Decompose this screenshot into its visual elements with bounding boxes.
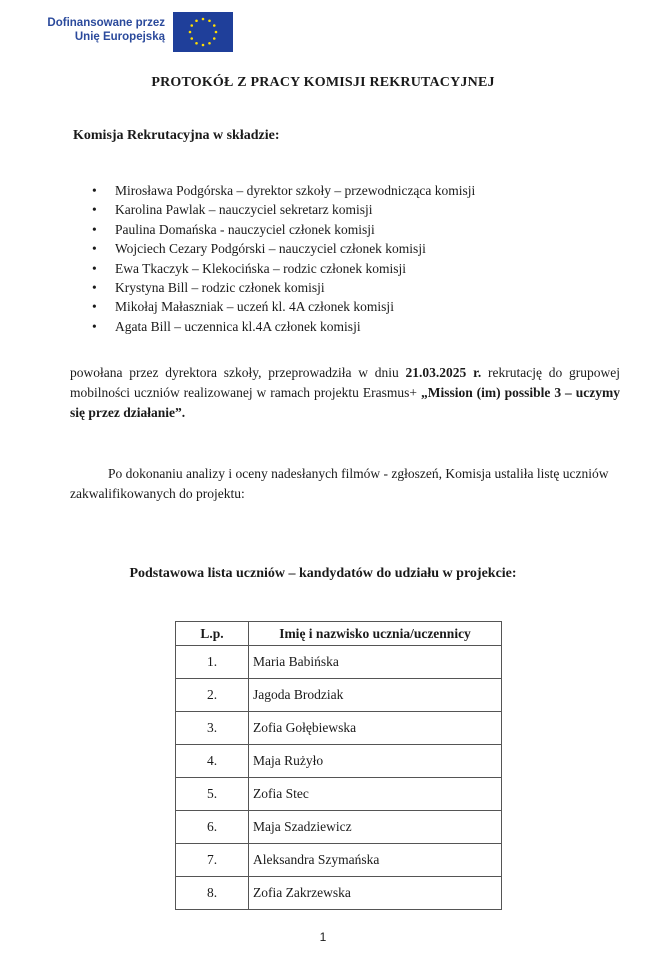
member-item: • Agata Bill – uczennica kl.4A członek komisji [92,317,475,336]
bullet-icon: • [92,241,97,257]
eu-flag-logo [173,12,233,52]
bullet-icon: • [92,221,97,237]
member-item: • Karolina Pawlak – nauczyciel sekretarz komisji [92,200,475,219]
eu-star-icon [189,31,192,34]
bullet-icon: • [92,279,97,295]
table-row: 3. Zofia Gołębiewska [176,712,502,745]
eu-star-icon [215,31,218,34]
bullet-icon: • [92,318,97,334]
eu-star-icon [202,44,205,47]
committee-members-list [92,181,475,336]
eu-star-icon [190,24,193,27]
bullet-icon: • [92,299,97,315]
member-item: • Mikołaj Małaszniak – uczeń kl. 4A członek komisji [92,297,475,316]
committee-heading: Komisja Rekrutacyjna w składzie: [73,128,280,143]
eu-stars-icon [173,12,233,52]
member-item: • Paulina Domańska - nauczyciel członek komisji [92,220,475,239]
table-header-row [176,622,502,646]
table-row: 4. Maja Rużyło [176,745,502,778]
member-item: • Krystyna Bill – rodzic członek komisji [92,278,475,297]
eu-star-icon [202,18,205,21]
eu-star-icon [213,37,216,40]
bullet-icon: • [92,260,97,276]
table-row: 2. Jagoda Brodziak [176,679,502,712]
table-row: 7. Aleksandra Szymańska [176,844,502,877]
page-number: 1 [319,930,327,944]
member-item: • Mirosława Podgórska – dyrektor szkoły – przewodnicząca komisji [92,181,475,200]
eu-star-icon [208,42,211,45]
bullet-icon: • [92,202,97,218]
member-item: • Wojciech Cezary Podgórski – nauczyciel członek komisji [92,239,475,258]
recruitment-date: 21.03.2025 r. [405,365,482,380]
column-header-lp: L.p. [176,622,249,646]
list-heading: Podstawowa lista uczniów – kandydatów do udziału w projekcie: [129,566,517,581]
page-title: PROTOKÓŁ Z PRACY KOMISJI REKRUTACYJNEJ [151,75,495,90]
eu-star-icon [208,19,211,22]
eu-star-icon [190,37,193,40]
eu-star-icon [213,24,216,27]
column-header-name: Imię i nazwisko ucznia/uczennicy [249,622,502,646]
table-row: 5. Zofia Stec [176,778,502,811]
project-name: „Mission (im) possible 3 – uczymy się przez działanie”. [70,385,620,420]
eu-star-icon [195,19,198,22]
recruitment-paragraph: powołana przez dyrektora szkoły, przeprowadziła w dniu 21.03.2025 r. rekrutację do grupowej mobilności uczniów realizowanej w ramach projektu Erasmus+ „Mission (im) possible 3 – uczymy się przez działanie”. [70,365,620,420]
eu-funding-line2: Unię Europejską [74,31,165,43]
eu-funding-text [45,16,165,44]
eu-star-icon [195,42,198,45]
table-row: 8. Zofia Zakrzewska [176,877,502,910]
eu-funding-line1: Dofinansowane przez [47,17,165,29]
bullet-icon: • [92,183,97,198]
table-row: 6. Maja Szadziewicz [176,811,502,844]
analysis-paragraph: Po dokonaniu analizy i oceny nadesłanych filmów - zgłoszeń, Komisja ustaliła listę uczniów zakwalifikowanych do projektu: [70,466,609,501]
students-table [175,621,502,910]
table-row: 1. Maria Babińska [176,646,502,679]
member-item: • Ewa Tkaczyk – Klekocińska – rodzic członek komisji [92,259,475,278]
